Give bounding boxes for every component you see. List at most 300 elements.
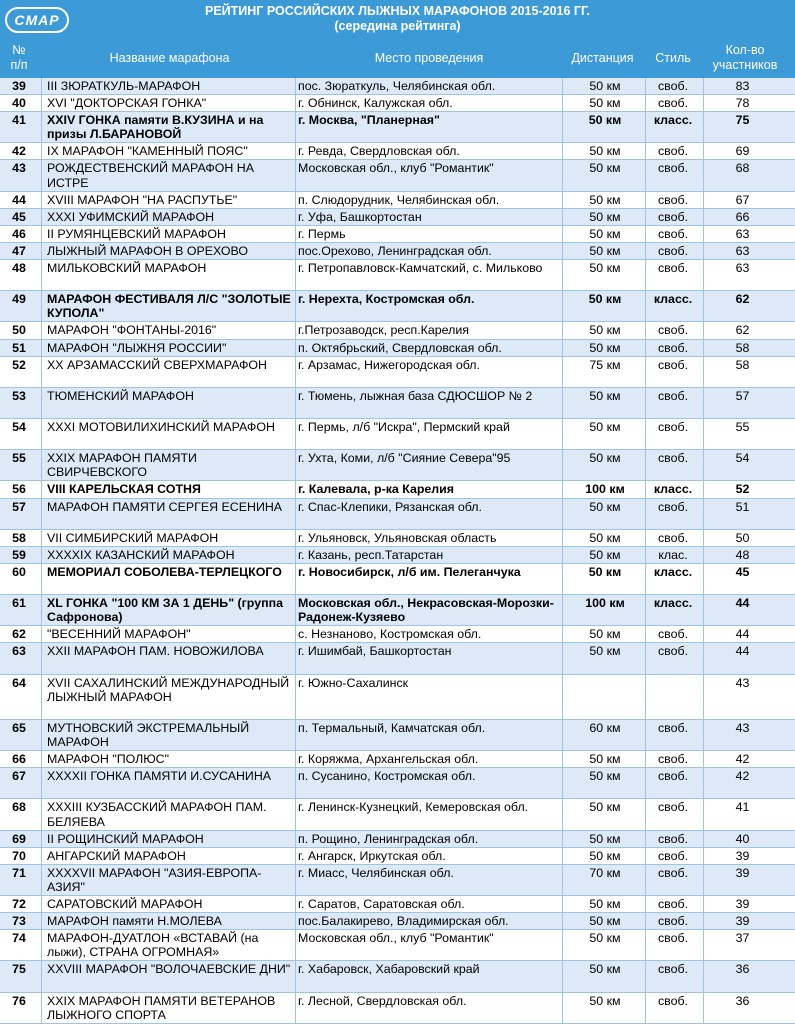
column-divider — [295, 930, 296, 960]
cell-distance: 50 км — [589, 914, 621, 929]
column-divider — [295, 357, 296, 387]
column-divider — [295, 961, 296, 991]
cell-style: своб. — [657, 209, 689, 224]
cell-distance: 50 км — [589, 323, 621, 338]
column-divider — [645, 768, 646, 798]
cell-distance: 50 км — [588, 113, 622, 128]
cell-count: 62 — [735, 292, 750, 307]
column-divider — [295, 831, 296, 847]
column-divider — [562, 530, 563, 546]
cell-count: 39 — [735, 897, 750, 912]
column-divider — [562, 595, 563, 625]
column-divider — [703, 481, 704, 497]
cell-name: XL ГОНКА "100 КМ ЗА 1 ДЕНЬ" (группа Сафронова) — [47, 596, 283, 625]
marathon-table — [0, 78, 795, 1024]
column-divider — [295, 419, 296, 449]
column-divider — [41, 675, 42, 719]
cell-place: г. Калевала, р-ка Карелия — [298, 482, 455, 497]
cell-count: 44 — [735, 596, 750, 611]
table-row — [0, 160, 795, 191]
table-row — [0, 499, 795, 530]
column-divider — [562, 450, 563, 480]
column-divider — [645, 419, 646, 449]
cell-count: 66 — [735, 209, 750, 224]
column-divider — [562, 291, 563, 321]
column-divider — [645, 961, 646, 991]
column-divider — [295, 799, 296, 829]
cell-distance: 100 км — [585, 596, 625, 611]
cell-distance: 70 км — [589, 865, 621, 880]
column-divider — [645, 226, 646, 242]
column-divider — [562, 243, 563, 259]
column-divider — [703, 450, 704, 480]
cell-num: 48 — [12, 261, 26, 276]
cell-place: с. Незнаново, Костромская обл. — [298, 627, 482, 642]
column-divider — [645, 143, 646, 159]
column-divider — [295, 388, 296, 418]
column-divider — [645, 547, 646, 563]
column-divider — [703, 291, 704, 321]
cell-count: 42 — [735, 769, 750, 784]
cell-distance: 50 км — [589, 340, 621, 355]
cell-style: своб. — [657, 962, 689, 977]
cell-distance: 50 км — [588, 292, 622, 307]
cell-name: МАРАФОН "ФОНТАНЫ-2016" — [47, 323, 217, 338]
cell-count: 43 — [735, 720, 750, 735]
cell-place: п. Сусанино, Костромская обл. — [298, 769, 476, 784]
column-divider — [703, 499, 704, 529]
table-row — [0, 78, 795, 95]
cell-num: 42 — [12, 144, 26, 159]
cell-count: 39 — [735, 865, 750, 880]
column-divider — [41, 993, 42, 1023]
table-row — [0, 419, 795, 450]
column-divider — [645, 913, 646, 929]
cell-distance: 50 км — [589, 79, 621, 93]
column-divider — [41, 322, 42, 338]
cell-count: 67 — [735, 192, 750, 207]
column-divider — [703, 865, 704, 895]
table-row — [0, 720, 795, 751]
cell-count: 51 — [735, 499, 750, 514]
column-divider — [645, 481, 646, 497]
cell-count: 37 — [735, 931, 750, 946]
cell-distance: 50 км — [589, 388, 621, 403]
cell-num: 61 — [12, 596, 26, 611]
column-divider — [295, 848, 296, 864]
column-divider — [295, 865, 296, 895]
cell-distance: 50 км — [588, 564, 622, 579]
table-row — [0, 450, 795, 481]
table-row — [0, 865, 795, 896]
cell-name: XXXI МОТОВИЛИХИНСКИЙ МАРАФОН — [47, 420, 275, 435]
column-divider — [295, 481, 296, 497]
column-divider — [295, 896, 296, 912]
column-divider — [562, 564, 563, 594]
cell-num: 45 — [12, 209, 26, 224]
cell-count: 36 — [735, 962, 750, 977]
cell-place: г. Пермь — [298, 226, 346, 241]
cell-num: 53 — [12, 388, 26, 403]
table-row — [0, 340, 795, 357]
cell-place: г. Новосибирск, л/б им. Пелеганчука — [298, 564, 521, 579]
column-divider — [703, 160, 704, 190]
cell-name: XVI "ДОКТОРСКАЯ ГОНКА" — [47, 96, 207, 111]
cell-count: 52 — [735, 482, 750, 497]
column-divider — [645, 643, 646, 673]
column-divider — [41, 357, 42, 387]
cell-num: 72 — [12, 897, 26, 912]
cell-count: 42 — [735, 752, 750, 767]
table-row — [0, 993, 795, 1024]
column-divider — [41, 896, 42, 912]
column-divider — [562, 357, 563, 387]
column-divider — [295, 643, 296, 673]
column-divider — [41, 481, 42, 497]
column-divider — [703, 143, 704, 159]
table-row — [0, 595, 795, 626]
cell-place: г. Уфа, Башкортостан — [298, 209, 422, 224]
column-divider — [562, 896, 563, 912]
cell-num: 46 — [12, 226, 26, 241]
cell-count: 55 — [735, 420, 750, 435]
cell-style: своб. — [657, 800, 689, 815]
cell-name: МЕМОРИАЛ СОБОЛЕВА-ТЕРЛЕЦКОГО — [47, 564, 282, 579]
cell-num: 75 — [12, 962, 26, 977]
cell-name: VIII КАРЕЛЬСКАЯ СОТНЯ — [47, 482, 201, 497]
column-divider — [645, 564, 646, 594]
cell-count: 63 — [735, 226, 750, 241]
column-divider — [41, 626, 42, 642]
table-row — [0, 564, 795, 595]
cell-distance: 50 км — [589, 96, 621, 111]
cell-place: г. Петропавловск-Камчатский, с. Мильково — [298, 261, 543, 276]
column-divider — [41, 720, 42, 750]
column-divider — [295, 530, 296, 546]
cell-distance: 50 км — [589, 644, 621, 659]
cell-num: 60 — [12, 564, 26, 579]
column-divider — [703, 993, 704, 1023]
column-divider — [295, 291, 296, 321]
cell-count: 58 — [735, 357, 750, 372]
cell-count: 36 — [735, 993, 750, 1008]
cell-style: своб. — [657, 931, 689, 946]
column-divider — [41, 291, 42, 321]
column-divider — [703, 799, 704, 829]
cell-name: XXIX МАРАФОН ПАМЯТИ СВИРЧЕВСКОГО — [47, 451, 197, 480]
cell-name: XVII САХАЛИНСКИЙ МЕЖДУНАРОДНЫЙ ЛЫЖНЫЙ МАРАФОН — [47, 675, 290, 704]
cell-place: г. Пермь, л/б "Искра", Пермский край — [298, 420, 510, 435]
column-divider — [41, 564, 42, 594]
column-divider — [562, 95, 563, 111]
cell-place: Московская обл., клуб "Романтик" — [298, 931, 494, 946]
column-divider — [703, 595, 704, 625]
column-divider — [703, 961, 704, 991]
cell-style: класс. — [653, 596, 693, 611]
table-row — [0, 530, 795, 547]
cell-num: 68 — [12, 800, 26, 815]
column-divider — [562, 751, 563, 767]
cell-num: 49 — [12, 292, 26, 307]
column-divider — [41, 226, 42, 242]
cell-place: г. Спас-Клепики, Рязанская обл. — [298, 499, 482, 514]
cell-style: своб. — [657, 161, 689, 176]
cell-distance: 50 км — [589, 144, 621, 159]
table-row — [0, 896, 795, 913]
cell-style: класс. — [653, 113, 693, 128]
cell-name: МАРАФОН памяти Н.МОЛЕВА — [47, 914, 222, 929]
cell-place: г. Миасс, Челябинская обл. — [298, 865, 454, 880]
cell-distance: 50 км — [589, 420, 621, 435]
cell-style: своб. — [657, 96, 689, 111]
cell-place: пос.Балакирево, Владимирская обл. — [298, 914, 509, 929]
table-row — [0, 388, 795, 419]
column-divider — [41, 112, 42, 142]
column-divider — [562, 930, 563, 960]
column-divider — [645, 112, 646, 142]
column-divider — [703, 913, 704, 929]
cell-style: своб. — [657, 388, 689, 403]
cell-distance: 100 км — [585, 482, 625, 497]
cell-name: XXVIII МАРАФОН "ВОЛОЧАЕВСКИЕ ДНИ" — [47, 962, 291, 977]
cell-num: 71 — [12, 865, 26, 880]
cell-place: г. Москва, "Планерная" — [298, 113, 440, 128]
cell-distance: 50 км — [589, 530, 621, 545]
column-divider — [295, 143, 296, 159]
cell-count: 48 — [735, 547, 750, 562]
column-divider — [703, 896, 704, 912]
column-divider — [703, 322, 704, 338]
column-divider — [41, 419, 42, 449]
cell-num: 52 — [12, 357, 26, 372]
cell-name: МАРАФОН-ДУАТЛОН «ВСТАВАЙ (на лыжи), СТРАНА ОГРОМНАЯ» — [47, 931, 259, 960]
cell-style: своб. — [657, 144, 689, 159]
cell-place: г. Казань, респ.Татарстан — [298, 547, 444, 562]
cell-name: III ЗЮРАТКУЛЬ-МАРАФОН — [47, 79, 201, 93]
column-divider — [703, 848, 704, 864]
cell-num: 74 — [12, 931, 26, 946]
column-divider — [703, 192, 704, 208]
column-divider — [645, 626, 646, 642]
cell-style: своб. — [657, 357, 689, 372]
column-divider — [562, 388, 563, 418]
column-divider — [295, 322, 296, 338]
column-divider — [295, 626, 296, 642]
column-divider — [41, 961, 42, 991]
cell-name: XXIV ГОНКА памяти В.КУЗИНА и на призы Л.БАРАНОВОЙ — [47, 113, 264, 142]
cell-place: г. Южно-Сахалинск — [298, 675, 409, 690]
column-divider — [645, 192, 646, 208]
cell-count: 41 — [735, 800, 750, 815]
column-divider — [41, 260, 42, 290]
cell-style: своб. — [657, 993, 689, 1008]
cell-name: VII СИМБИРСКИЙ МАРАФОН — [47, 530, 219, 545]
cell-style: своб. — [657, 848, 689, 863]
column-divider — [645, 209, 646, 225]
column-divider — [645, 530, 646, 546]
column-divider — [645, 930, 646, 960]
cell-count: 75 — [735, 113, 750, 128]
cell-place: г. Ангарск, Иркутская обл. — [298, 848, 446, 863]
cell-place: г. Коряжма, Архангельская обл. — [298, 752, 479, 767]
column-divider — [703, 768, 704, 798]
cell-distance: 50 км — [589, 752, 621, 767]
cell-num: 76 — [12, 993, 26, 1008]
column-divider — [41, 143, 42, 159]
cell-style: своб. — [657, 752, 689, 767]
cell-num: 56 — [12, 482, 26, 497]
table-row — [0, 913, 795, 930]
cell-num: 62 — [12, 627, 26, 642]
cell-style: своб. — [657, 914, 689, 929]
column-divider — [562, 499, 563, 529]
table-row — [0, 961, 795, 992]
table-row — [0, 291, 795, 322]
column-divider — [562, 831, 563, 847]
table-row — [0, 481, 795, 498]
cell-style: своб. — [657, 831, 689, 846]
table-header — [0, 0, 795, 78]
col-header-place: Место проведения — [374, 50, 484, 65]
column-divider — [645, 595, 646, 625]
cell-place: п. Термальный, Камчатская обл. — [298, 720, 486, 735]
cell-style: своб. — [657, 720, 689, 735]
cell-num: 57 — [12, 499, 26, 514]
table-row — [0, 226, 795, 243]
cell-style: своб. — [657, 499, 689, 514]
cell-style: класс. — [653, 564, 693, 579]
cell-name: РОЖДЕСТВЕНСКИЙ МАРАФОН НА ИСТРЕ — [47, 161, 254, 190]
cell-style: своб. — [657, 897, 689, 912]
column-divider — [41, 192, 42, 208]
column-divider — [703, 388, 704, 418]
column-divider — [562, 626, 563, 642]
cell-place: г. Ульяновск, Ульяновская область — [298, 530, 497, 545]
cell-place: г. Ухта, Коми, л/б "Сияние Севера"95 — [298, 451, 511, 466]
cell-count: 63 — [735, 243, 750, 258]
cell-place: Московская обл., клуб "Романтик" — [298, 161, 494, 176]
cell-num: 64 — [12, 675, 26, 690]
cell-num: 70 — [12, 848, 26, 863]
column-divider — [562, 226, 563, 242]
column-divider — [295, 209, 296, 225]
cell-place: г. Ишимбай, Башкортостан — [298, 644, 452, 659]
table-row — [0, 547, 795, 564]
table-row — [0, 143, 795, 160]
col-header-num: № п/п — [10, 43, 28, 72]
cell-count: 78 — [735, 96, 750, 111]
column-divider — [41, 499, 42, 529]
cell-name: МУТНОВСКИЙ ЭКСТРЕМАЛЬНЫЙ МАРАФОН — [47, 720, 250, 750]
cell-style: своб. — [657, 192, 689, 207]
column-divider — [41, 595, 42, 625]
column-divider — [295, 112, 296, 142]
cell-place: г. Нерехта, Костромская обл. — [298, 292, 475, 307]
column-divider — [295, 993, 296, 1023]
cell-num: 73 — [12, 914, 26, 929]
cell-count: 45 — [735, 564, 750, 579]
col-header-name: Название марафона — [109, 50, 230, 65]
cell-count: 43 — [735, 675, 750, 690]
column-divider — [295, 595, 296, 625]
column-divider — [562, 643, 563, 673]
column-divider — [645, 450, 646, 480]
cell-distance: 50 км — [589, 897, 621, 912]
column-divider — [645, 291, 646, 321]
column-divider — [703, 547, 704, 563]
cell-name: XVIII МАРАФОН "НА РАСПУТЬЕ" — [47, 192, 238, 207]
column-divider — [645, 322, 646, 338]
cell-num: 47 — [12, 243, 26, 258]
column-divider — [41, 78, 42, 94]
cell-style: своб. — [657, 323, 689, 338]
column-divider — [645, 993, 646, 1023]
column-divider — [645, 848, 646, 864]
column-divider — [703, 675, 704, 719]
column-divider — [295, 768, 296, 798]
table-row — [0, 322, 795, 339]
column-divider — [41, 450, 42, 480]
cell-count: 44 — [735, 627, 750, 642]
column-divider — [562, 865, 563, 895]
column-divider — [562, 322, 563, 338]
cell-distance: 50 км — [589, 831, 621, 846]
column-divider — [295, 160, 296, 190]
column-divider — [703, 112, 704, 142]
table-row — [0, 848, 795, 865]
cell-place: Московская обл., Некрасовская-Морозки-Радонеж-Кузяево — [298, 596, 554, 625]
column-divider — [645, 799, 646, 829]
column-divider — [645, 896, 646, 912]
cell-distance: 50 км — [589, 547, 621, 562]
column-divider — [295, 243, 296, 259]
column-divider — [703, 78, 704, 94]
column-divider — [562, 419, 563, 449]
cell-style: своб. — [657, 530, 689, 545]
cell-name: МАРАФОН "ЛЫЖНЯ РОССИИ" — [47, 340, 227, 355]
cell-place: г. Хабаровск, Хабаровский край — [298, 962, 480, 977]
cell-style: класс. — [653, 482, 693, 497]
cell-count: 69 — [735, 144, 750, 159]
cell-num: 67 — [12, 769, 26, 784]
column-divider — [645, 78, 646, 94]
cell-num: 58 — [12, 530, 26, 545]
title-line-2: (середина рейтинга) — [334, 19, 461, 33]
cell-name: XX АРЗАМАССКИЙ СВЕРХМАРАФОН — [47, 357, 267, 372]
cell-count: 83 — [735, 79, 750, 93]
cell-num: 54 — [12, 420, 26, 435]
cell-distance: 50 км — [589, 499, 621, 514]
cell-style: своб. — [657, 451, 689, 466]
cell-count: 39 — [735, 848, 750, 863]
cell-distance: 50 км — [589, 627, 621, 642]
cell-place: п. Октябрьский, Свердловская обл. — [298, 340, 502, 355]
column-divider — [41, 243, 42, 259]
cell-num: 51 — [12, 340, 26, 355]
column-divider — [562, 160, 563, 190]
column-divider — [295, 226, 296, 242]
cell-num: 63 — [12, 644, 26, 659]
cell-place: п. Слюдорудник, Челябинская обл. — [298, 192, 500, 207]
cell-name: МАРАФОН "ПОЛЮС" — [47, 752, 169, 767]
cell-place: пос. Зюраткуль, Челябинская обл. — [298, 79, 496, 93]
column-divider — [562, 848, 563, 864]
column-divider — [41, 799, 42, 829]
column-divider — [645, 95, 646, 111]
cell-name: "ВЕСЕННИЙ МАРАФОН" — [47, 627, 191, 642]
cell-num: 55 — [12, 451, 26, 466]
column-divider — [295, 720, 296, 750]
